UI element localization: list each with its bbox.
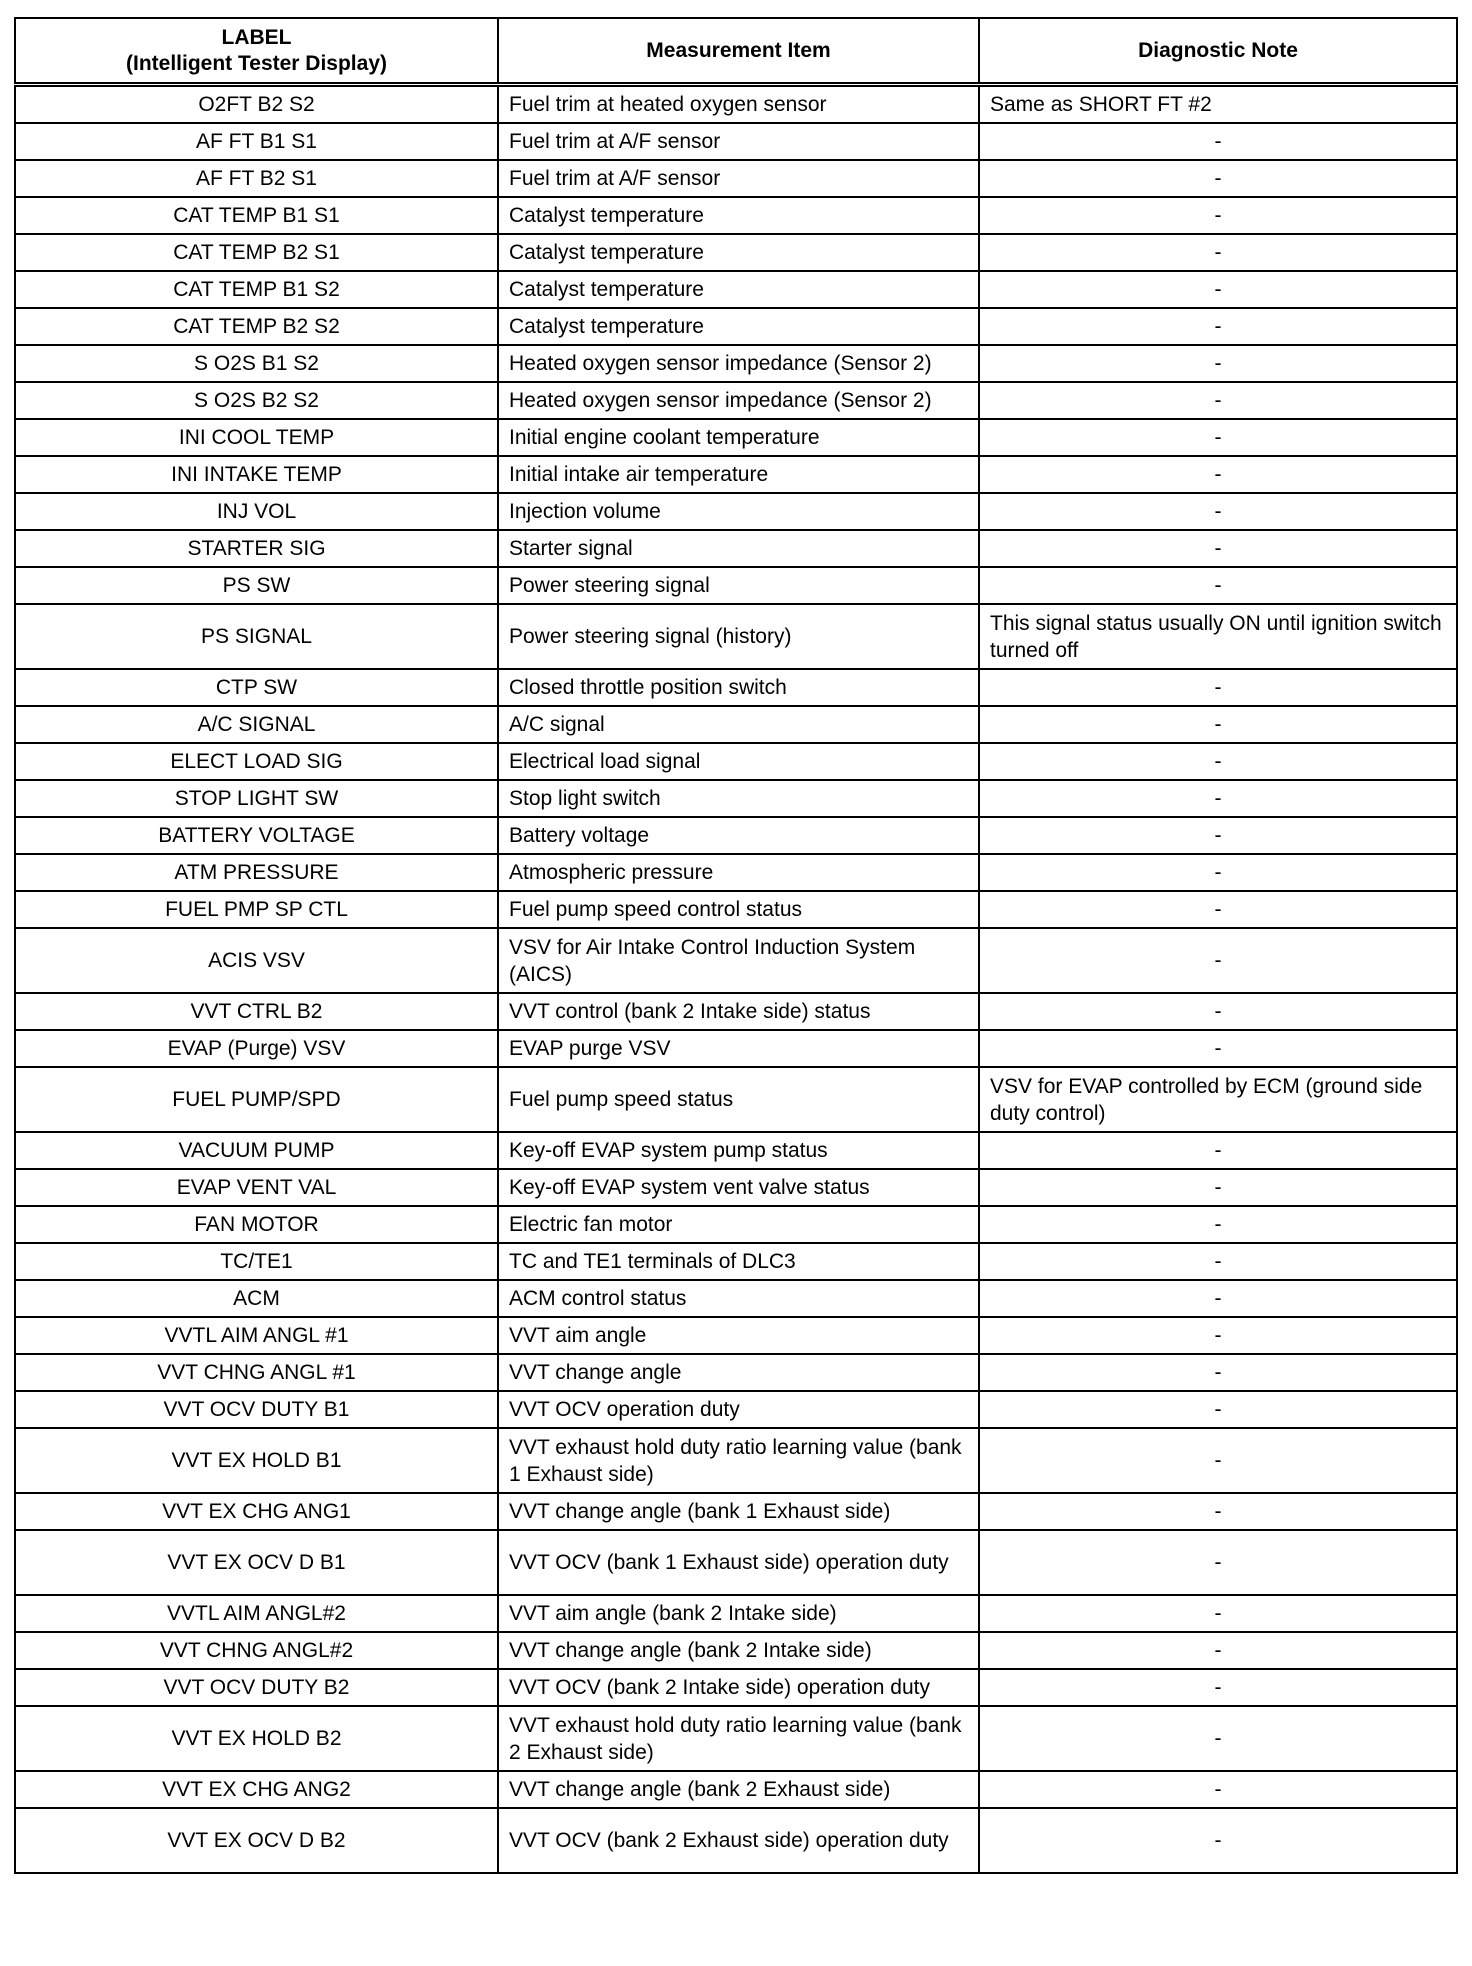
- measurement-cell: VVT change angle (bank 1 Exhaust side): [498, 1493, 979, 1530]
- note-cell: -: [979, 1317, 1457, 1354]
- table-row: [15, 1280, 1457, 1317]
- label-cell: INJ VOL: [15, 493, 498, 530]
- measurement-cell: Fuel pump speed status: [498, 1067, 979, 1132]
- table-row: [15, 160, 1457, 197]
- measurement-cell: VVT OCV (bank 2 Exhaust side) operation duty: [498, 1808, 979, 1873]
- measurement-cell: Electric fan motor: [498, 1206, 979, 1243]
- table-row: [15, 271, 1457, 308]
- table-row: [15, 85, 1457, 124]
- note-cell: -: [979, 1493, 1457, 1530]
- measurement-cell: EVAP purge VSV: [498, 1030, 979, 1067]
- label-cell: S O2S B2 S2: [15, 382, 498, 419]
- measurement-cell: VVT aim angle: [498, 1317, 979, 1354]
- measurement-cell: VVT aim angle (bank 2 Intake side): [498, 1595, 979, 1632]
- note-cell: -: [979, 1669, 1457, 1706]
- table-row: [15, 345, 1457, 382]
- label-cell: STARTER SIG: [15, 530, 498, 567]
- measurement-cell: Battery voltage: [498, 817, 979, 854]
- table-row: [15, 1030, 1457, 1067]
- label-cell: VVT EX CHG ANG1: [15, 1493, 498, 1530]
- table-row: [15, 1391, 1457, 1428]
- measurement-cell: Key-off EVAP system pump status: [498, 1132, 979, 1169]
- label-cell: A/C SIGNAL: [15, 706, 498, 743]
- table-row: [15, 817, 1457, 854]
- table-row: [15, 1428, 1457, 1493]
- label-cell: PS SIGNAL: [15, 604, 498, 669]
- measurement-cell: Starter signal: [498, 530, 979, 567]
- note-cell: -: [979, 1632, 1457, 1669]
- note-cell: -: [979, 1595, 1457, 1632]
- table-row: [15, 530, 1457, 567]
- header-row: [15, 18, 1457, 85]
- note-cell: -: [979, 456, 1457, 493]
- measurement-cell: VVT change angle: [498, 1354, 979, 1391]
- note-column-header: Diagnostic Note: [979, 18, 1457, 85]
- measurement-cell: VVT OCV (bank 1 Exhaust side) operation duty: [498, 1530, 979, 1595]
- table-row: [15, 1632, 1457, 1669]
- label-cell: VVT OCV DUTY B2: [15, 1669, 498, 1706]
- note-cell: VSV for EVAP controlled by ECM (ground side duty control): [979, 1067, 1457, 1132]
- table-row: [15, 1808, 1457, 1873]
- table-row: [15, 993, 1457, 1030]
- table-header: [15, 18, 1457, 85]
- label-cell: VVT CTRL B2: [15, 993, 498, 1030]
- note-cell: -: [979, 817, 1457, 854]
- measurement-cell: VVT change angle (bank 2 Intake side): [498, 1632, 979, 1669]
- measurement-cell: Heated oxygen sensor impedance (Sensor 2): [498, 345, 979, 382]
- table-row: [15, 854, 1457, 891]
- note-cell: -: [979, 382, 1457, 419]
- measurement-cell: Closed throttle position switch: [498, 669, 979, 706]
- measurement-cell: Injection volume: [498, 493, 979, 530]
- table-row: [15, 1530, 1457, 1595]
- table-row: [15, 1669, 1457, 1706]
- measurement-cell: VVT OCV operation duty: [498, 1391, 979, 1428]
- measurement-cell: Fuel pump speed control status: [498, 891, 979, 928]
- measurement-cell: VVT OCV (bank 2 Intake side) operation duty: [498, 1669, 979, 1706]
- note-cell: This signal status usually ON until ignition switch turned off: [979, 604, 1457, 669]
- label-cell: PS SW: [15, 567, 498, 604]
- label-cell: VVT EX OCV D B1: [15, 1530, 498, 1595]
- table-row: [15, 780, 1457, 817]
- label-cell: TC/TE1: [15, 1243, 498, 1280]
- table-row: [15, 123, 1457, 160]
- label-cell: AF FT B2 S1: [15, 160, 498, 197]
- note-cell: -: [979, 345, 1457, 382]
- measurement-cell: VVT change angle (bank 2 Exhaust side): [498, 1771, 979, 1808]
- note-cell: -: [979, 1771, 1457, 1808]
- label-cell: ACM: [15, 1280, 498, 1317]
- table-row: [15, 456, 1457, 493]
- table-row: [15, 1206, 1457, 1243]
- measurement-cell: VSV for Air Intake Control Induction System (AICS): [498, 928, 979, 993]
- label-cell: FUEL PUMP/SPD: [15, 1067, 498, 1132]
- table-row: [15, 1595, 1457, 1632]
- measurement-cell: Catalyst temperature: [498, 271, 979, 308]
- note-cell: -: [979, 197, 1457, 234]
- label-column-header: [15, 18, 498, 85]
- note-cell: -: [979, 1132, 1457, 1169]
- label-cell: FAN MOTOR: [15, 1206, 498, 1243]
- measurement-cell: ACM control status: [498, 1280, 979, 1317]
- table-row: [15, 669, 1457, 706]
- note-cell: -: [979, 993, 1457, 1030]
- note-cell: -: [979, 1206, 1457, 1243]
- measurement-cell: TC and TE1 terminals of DLC3: [498, 1243, 979, 1280]
- measurement-cell: Initial engine coolant temperature: [498, 419, 979, 456]
- table-row: [15, 891, 1457, 928]
- table-row: [15, 1771, 1457, 1808]
- note-cell: -: [979, 271, 1457, 308]
- table-row: [15, 743, 1457, 780]
- measurement-cell: Power steering signal (history): [498, 604, 979, 669]
- table-row: [15, 567, 1457, 604]
- measurement-cell: Fuel trim at A/F sensor: [498, 160, 979, 197]
- note-cell: -: [979, 160, 1457, 197]
- diagnostic-table: [14, 17, 1458, 1874]
- measurement-cell: VVT exhaust hold duty ratio learning value (bank 2 Exhaust side): [498, 1706, 979, 1771]
- label-cell: VVTL AIM ANGL#2: [15, 1595, 498, 1632]
- note-cell: -: [979, 928, 1457, 993]
- measurement-cell: Heated oxygen sensor impedance (Sensor 2): [498, 382, 979, 419]
- table-row: [15, 604, 1457, 669]
- label-cell: VACUUM PUMP: [15, 1132, 498, 1169]
- label-cell: CAT TEMP B1 S1: [15, 197, 498, 234]
- note-cell: -: [979, 780, 1457, 817]
- note-cell: -: [979, 1280, 1457, 1317]
- note-cell: -: [979, 1808, 1457, 1873]
- table-row: [15, 1493, 1457, 1530]
- table-row: [15, 234, 1457, 271]
- note-cell: -: [979, 743, 1457, 780]
- label-cell: BATTERY VOLTAGE: [15, 817, 498, 854]
- note-cell: -: [979, 1354, 1457, 1391]
- note-cell: -: [979, 419, 1457, 456]
- label-cell: S O2S B1 S2: [15, 345, 498, 382]
- table-row: [15, 1243, 1457, 1280]
- table-row: [15, 1354, 1457, 1391]
- measurement-cell: Catalyst temperature: [498, 308, 979, 345]
- note-cell: -: [979, 706, 1457, 743]
- label-header-line1: LABEL: [221, 25, 292, 49]
- measurement-cell: Electrical load signal: [498, 743, 979, 780]
- measurement-cell: VVT control (bank 2 Intake side) status: [498, 993, 979, 1030]
- label-header-line2: (Intelligent Tester Display): [126, 51, 387, 75]
- table-row: [15, 308, 1457, 345]
- measurement-cell: Atmospheric pressure: [498, 854, 979, 891]
- measurement-cell: Fuel trim at A/F sensor: [498, 123, 979, 160]
- table-row: [15, 928, 1457, 993]
- label-cell: VVT EX CHG ANG2: [15, 1771, 498, 1808]
- note-cell: -: [979, 1428, 1457, 1493]
- measurement-cell: Key-off EVAP system vent valve status: [498, 1169, 979, 1206]
- table-row: [15, 1706, 1457, 1771]
- table-row: [15, 493, 1457, 530]
- label-cell: CAT TEMP B2 S1: [15, 234, 498, 271]
- table-row: [15, 1067, 1457, 1132]
- label-cell: FUEL PMP SP CTL: [15, 891, 498, 928]
- label-cell: STOP LIGHT SW: [15, 780, 498, 817]
- label-cell: VVT CHNG ANGL #1: [15, 1354, 498, 1391]
- table-row: [15, 1169, 1457, 1206]
- note-cell: -: [979, 1706, 1457, 1771]
- label-cell: VVTL AIM ANGL #1: [15, 1317, 498, 1354]
- table-body: [15, 85, 1457, 1874]
- note-cell: -: [979, 1530, 1457, 1595]
- label-cell: CAT TEMP B2 S2: [15, 308, 498, 345]
- label-cell: CTP SW: [15, 669, 498, 706]
- label-cell: INI INTAKE TEMP: [15, 456, 498, 493]
- label-cell: O2FT B2 S2: [15, 85, 498, 124]
- label-cell: VVT CHNG ANGL#2: [15, 1632, 498, 1669]
- measurement-cell: A/C signal: [498, 706, 979, 743]
- note-cell: -: [979, 234, 1457, 271]
- note-cell: -: [979, 854, 1457, 891]
- measurement-cell: VVT exhaust hold duty ratio learning value (bank 1 Exhaust side): [498, 1428, 979, 1493]
- measurement-cell: Power steering signal: [498, 567, 979, 604]
- label-cell: ELECT LOAD SIG: [15, 743, 498, 780]
- note-cell: -: [979, 1391, 1457, 1428]
- note-cell: -: [979, 669, 1457, 706]
- note-cell: -: [979, 308, 1457, 345]
- label-cell: EVAP (Purge) VSV: [15, 1030, 498, 1067]
- measurement-cell: Stop light switch: [498, 780, 979, 817]
- note-cell: -: [979, 567, 1457, 604]
- table-row: [15, 1317, 1457, 1354]
- note-cell: -: [979, 1169, 1457, 1206]
- label-cell: VVT OCV DUTY B1: [15, 1391, 498, 1428]
- label-cell: VVT EX HOLD B1: [15, 1428, 498, 1493]
- label-cell: VVT EX OCV D B2: [15, 1808, 498, 1873]
- label-cell: ACIS VSV: [15, 928, 498, 993]
- measurement-column-header: Measurement Item: [498, 18, 979, 85]
- note-cell: -: [979, 1243, 1457, 1280]
- label-cell: CAT TEMP B1 S2: [15, 271, 498, 308]
- note-cell: -: [979, 891, 1457, 928]
- label-cell: EVAP VENT VAL: [15, 1169, 498, 1206]
- table-row: [15, 382, 1457, 419]
- table-row: [15, 706, 1457, 743]
- note-cell: Same as SHORT FT #2: [979, 85, 1457, 124]
- measurement-cell: Initial intake air temperature: [498, 456, 979, 493]
- label-cell: INI COOL TEMP: [15, 419, 498, 456]
- measurement-cell: Catalyst temperature: [498, 234, 979, 271]
- measurement-cell: Catalyst temperature: [498, 197, 979, 234]
- table-row: [15, 1132, 1457, 1169]
- table-row: [15, 197, 1457, 234]
- label-cell: AF FT B1 S1: [15, 123, 498, 160]
- note-cell: -: [979, 530, 1457, 567]
- label-cell: VVT EX HOLD B2: [15, 1706, 498, 1771]
- note-cell: -: [979, 493, 1457, 530]
- table-row: [15, 419, 1457, 456]
- note-cell: -: [979, 1030, 1457, 1067]
- note-cell: -: [979, 123, 1457, 160]
- label-cell: ATM PRESSURE: [15, 854, 498, 891]
- measurement-cell: Fuel trim at heated oxygen sensor: [498, 85, 979, 124]
